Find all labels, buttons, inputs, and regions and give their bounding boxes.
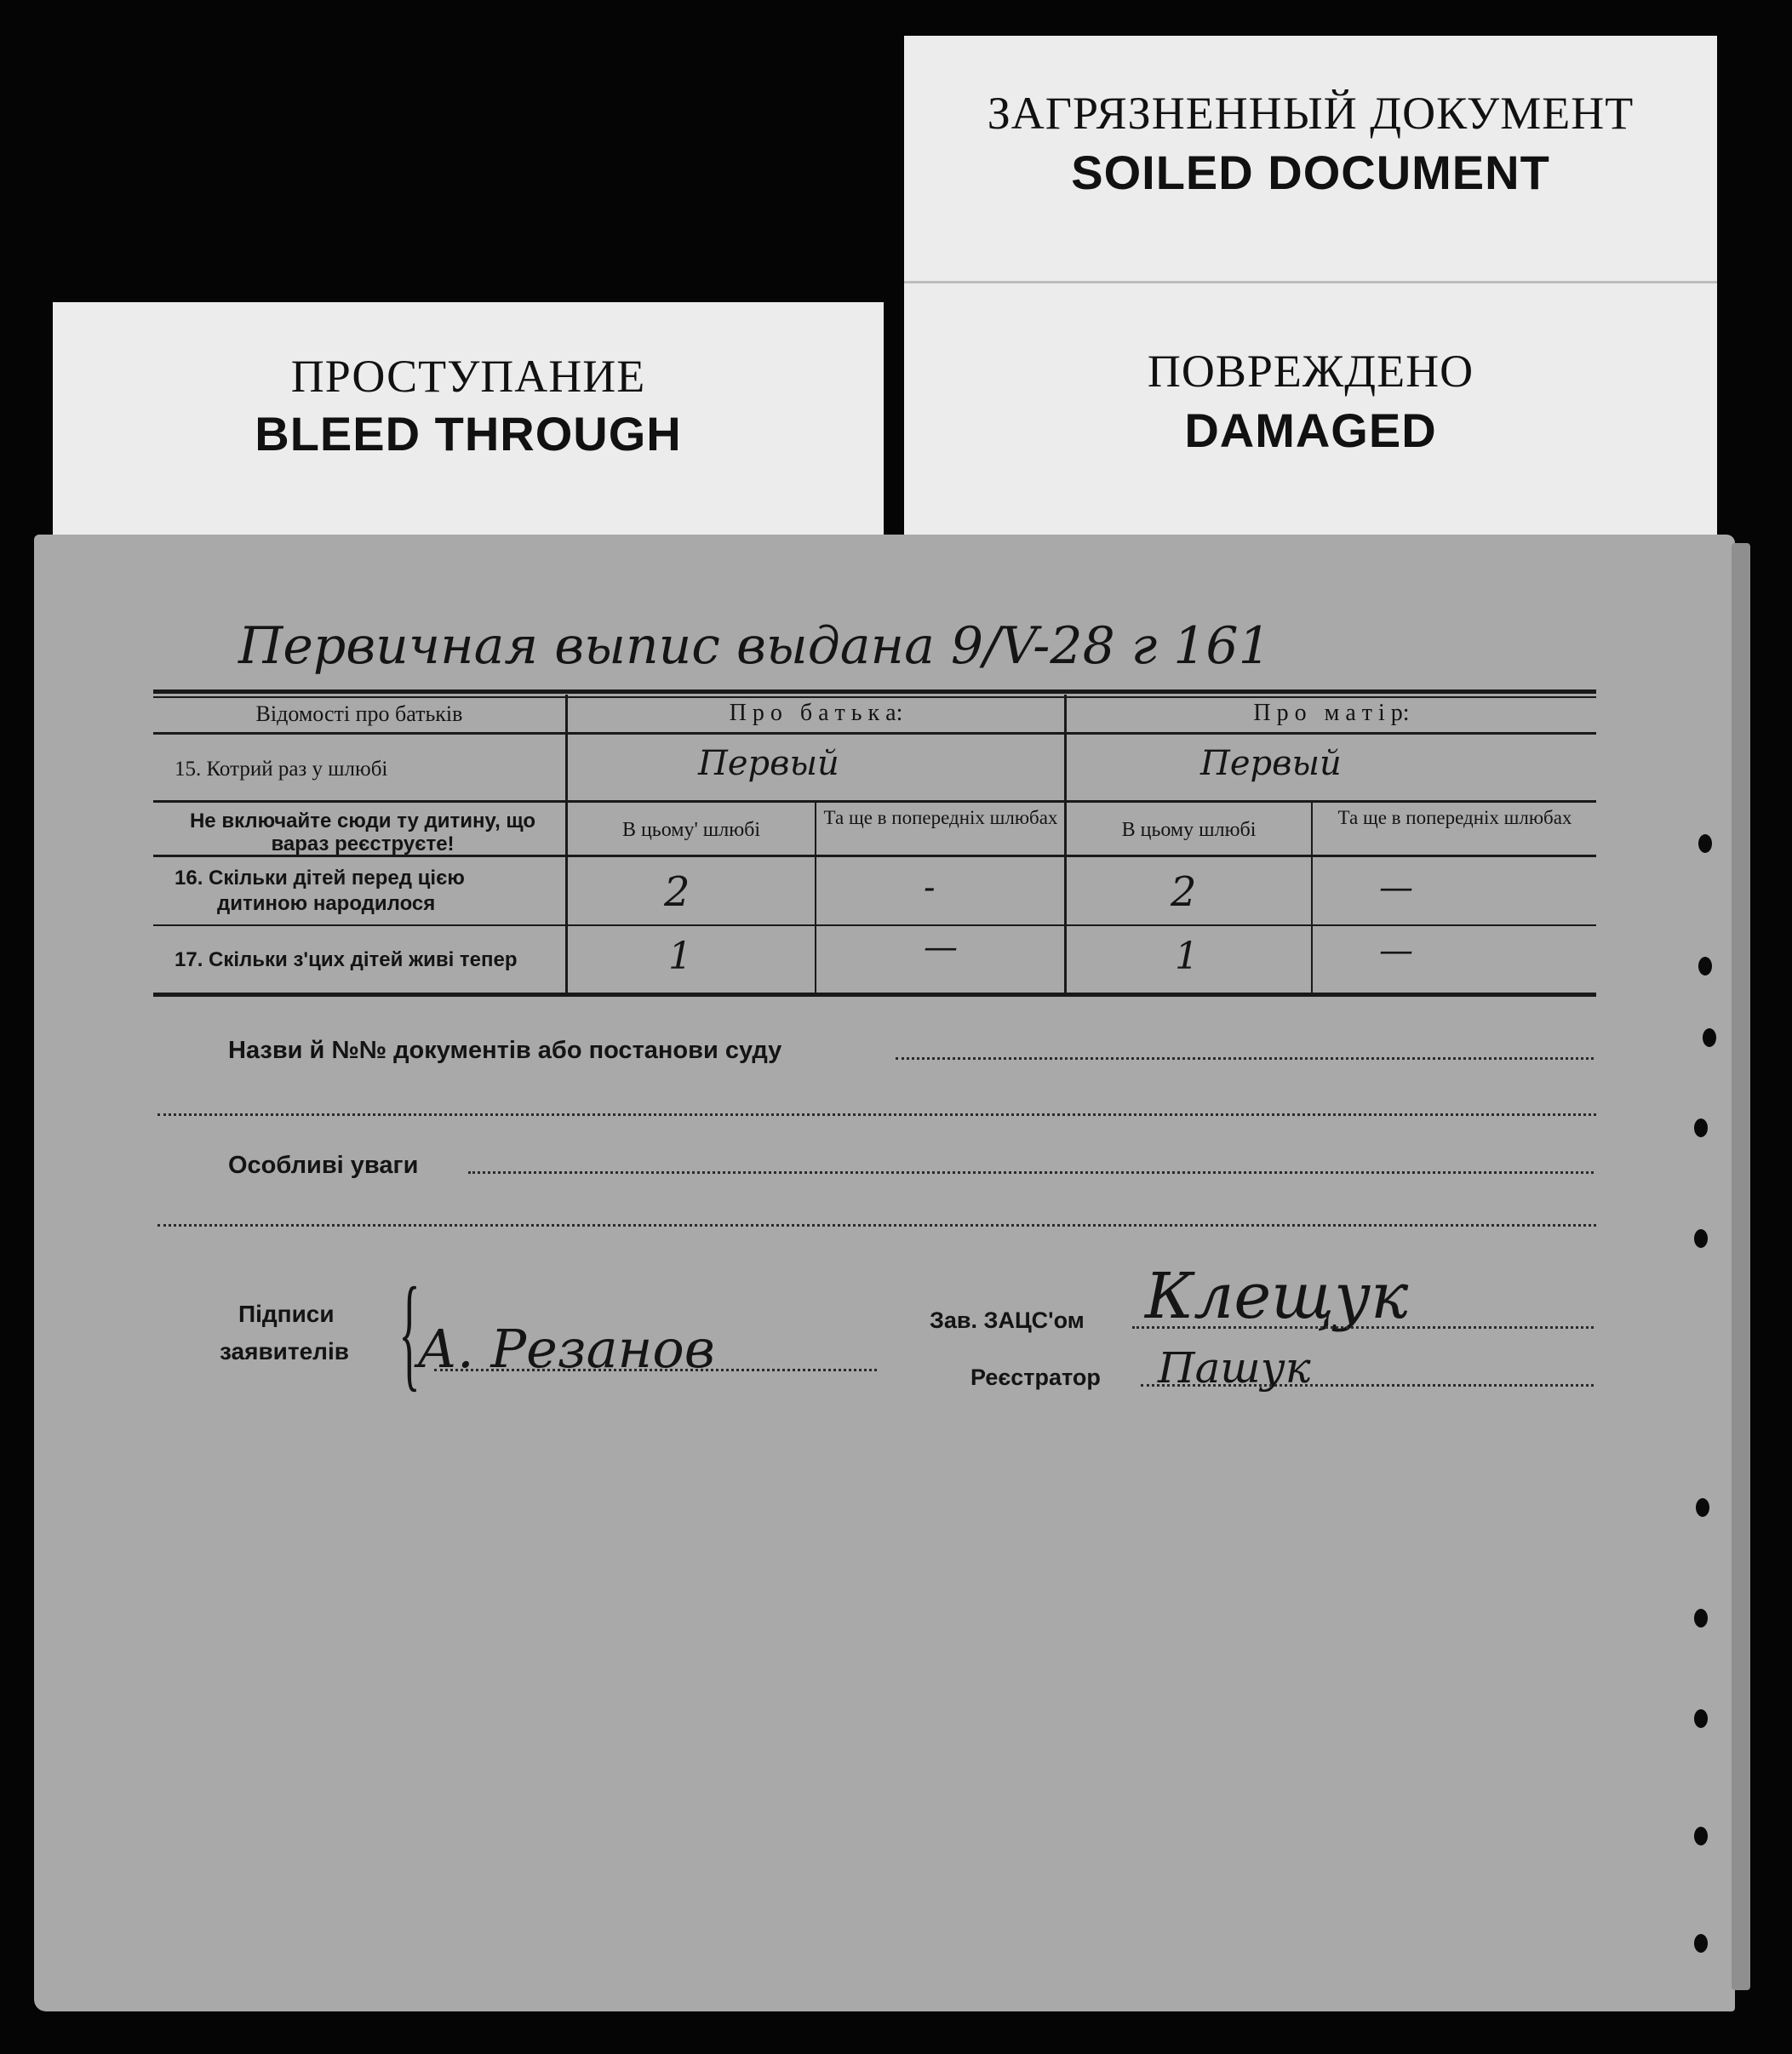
documents-dotted-line-2 [157,1113,1596,1116]
bleed-through-card [53,302,884,558]
documents-dotted-line [896,1057,1594,1060]
head-signature: Клещук [1145,1260,1409,1333]
binding-hole [1694,1229,1708,1248]
bleed-label-en: BLEED THROUGH [255,407,682,461]
binding-hole [1698,834,1712,853]
row15-father-value: Первый [698,744,839,783]
row17-father-this: 1 [668,935,692,978]
father-this-marriage-header: В цьому' шлюбі [621,819,761,841]
table-col-divider-2 [1064,695,1067,994]
table-row15-rule [153,800,1596,803]
registrar-label: Реєстратор [970,1365,1101,1390]
remarks-dotted-line-2 [157,1224,1596,1227]
binding-hole [1694,1709,1708,1728]
head-signature-line [1132,1326,1594,1329]
header-handwritten-note: Первичная выпис выдана 9/V-28 г 161 [238,616,1271,676]
father-prev-marriages-header: Та ще в попередніх шлюбах [823,807,1058,828]
binding-hole [1698,957,1712,976]
applicant-signature-line [434,1369,877,1371]
binding-hole [1703,1028,1716,1047]
registrar-signature-line [1141,1384,1594,1387]
record-sheet [34,535,1735,2011]
row17-label: 17. Скільки з'цих дітей живі тепер [175,948,518,971]
table-bottom-rule [153,993,1596,997]
note-exclude-child: Не включайте сюди ту дитину, що вараз реєструєте! [189,810,536,855]
row15-label: 15. Котрий раз у шлюбі [175,758,388,781]
col-parents-header: Відомості про батьків [255,701,463,726]
soiled-label-ru: ЗАГРЯЗНЕННЫЙ ДОКУМЕНТ [987,88,1635,139]
binding-hole [1694,1827,1708,1845]
signatures-label-line2: заявителів [220,1338,349,1365]
soiled-label-en: SOILED DOCUMENT [1071,146,1550,199]
damaged-label-en: DAMAGED [1184,403,1437,457]
signatures-label-line1: Підписи [238,1301,335,1327]
row15-mother-value: Первый [1200,744,1342,783]
col-father-header: П р о б а т ь к а: [729,700,903,726]
table-col-divider-1 [565,695,568,994]
row17-father-prev: — [924,928,958,967]
mother-prev-marriages-header: Та ще в попередніх шлюбах [1337,807,1572,828]
col-mother-header: П р о м а т і р: [1253,700,1410,726]
damaged-card [904,281,1717,560]
signature-brace: { [398,1262,421,1403]
table-top-rule-thin [153,696,1596,698]
row16-label-line2: дитиною народилося [217,892,436,915]
row16-label-line1: 16. Скільки дітей перед цією [175,867,465,890]
row16-mother-prev: — [1379,868,1413,907]
table-row16-rule [153,924,1596,926]
table-top-rule [153,689,1596,694]
row16-father-prev: - [924,868,936,907]
row16-mother-this: 2 [1171,868,1197,916]
row16-father-this: 2 [664,868,690,916]
binding-hole [1694,1934,1708,1953]
binding-hole [1694,1609,1708,1628]
soiled-document-card [904,36,1717,300]
head-of-registry-label: Зав. ЗАЦС'ом [930,1307,1085,1333]
applicant-signature: А. Резанов [417,1318,715,1380]
documents-label: Назви й №№ документів або постанови суду [228,1037,782,1064]
row17-mother-prev: — [1379,931,1413,970]
bleed-label-ru: ПРОСТУПАНИЕ [290,351,646,402]
table-header-rule [153,732,1596,735]
damaged-label-ru: ПОВРЕЖДЕНО [1147,346,1474,397]
table-col-divider-4 [1311,802,1313,994]
remarks-dotted-line [468,1171,1594,1174]
mother-this-marriage-header: В цьому шлюбі [1121,819,1257,841]
binding-hole [1694,1119,1708,1137]
table-col-divider-3 [815,802,816,994]
registrar-signature: Пашук [1158,1343,1311,1393]
remarks-label: Особливі уваги [228,1152,419,1179]
row17-mother-this: 1 [1175,935,1199,978]
binding-hole [1696,1498,1709,1517]
